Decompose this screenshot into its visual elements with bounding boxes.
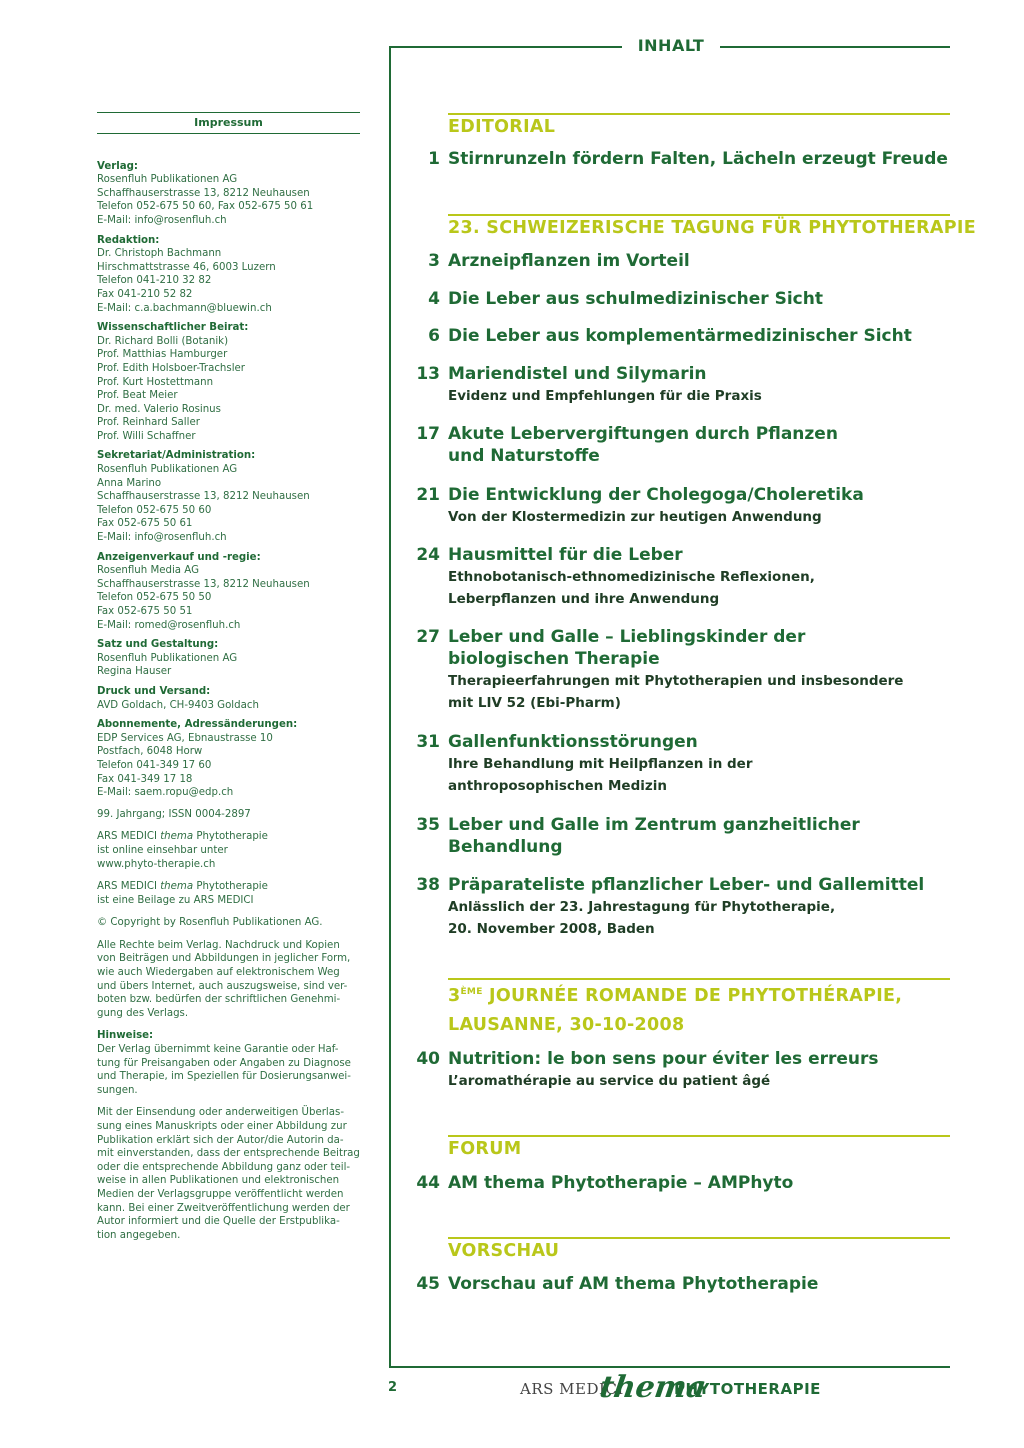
impressum-line: weise in allen Publikationen und elektronischen (97, 1175, 340, 1187)
impressum-beilage (97, 880, 360, 907)
page-number: 2 (388, 1380, 398, 1395)
impressum-line: Fax 041-349 17 18 (97, 773, 193, 785)
impressum-line: E-Mail: romed@rosenfluh.ch (97, 619, 241, 631)
online-post: Phytotherapie (193, 831, 268, 843)
page-title: INHALT (637, 36, 705, 55)
impressum-line: tion angegeben. (97, 1229, 181, 1241)
impressum-line: Alle Rechte beim Verlag. Nachdruck und Kopien (97, 939, 340, 951)
logo-ars-medici: ARS MEDICI (520, 1380, 624, 1398)
beilage-pre: ARS MEDICI (97, 881, 161, 893)
impressum-hinweise (97, 1029, 360, 1097)
toc-entry-subtitle: 20. November 2008, Baden (448, 921, 655, 937)
impressum-line: sungen. (97, 1084, 138, 1096)
toc-entry-subtitle: Leberpflanzen und ihre Anwendung (448, 591, 720, 607)
impressum-line: Prof. Edith Holsboer-Trachsler (97, 362, 245, 374)
section-title-editorial: EDITORIAL (448, 117, 556, 137)
impressum-line: Prof. Reinhard Saller (97, 417, 200, 429)
impressum-beirat (97, 321, 360, 443)
impressum-line: Prof. Kurt Hostettmann (97, 376, 214, 388)
impressum-druck (97, 685, 360, 712)
impressum-line: kann. Bei einer Zweitveröffentlichung werden der (97, 1202, 350, 1214)
section-title-part: 3 (448, 986, 461, 1006)
impressum-line: Dr. med. Valerio Rosinus (97, 403, 221, 415)
toc-entry-subtitle: Evidenz und Empfehlungen für die Praxis (448, 388, 762, 404)
toc-page-number: 3 (428, 251, 440, 271)
toc-entry-subtitle: Ihre Behandlung mit Heilpflanzen in der (448, 756, 753, 772)
toc-entry-subtitle: Anlässlich der 23. Jahrestagung für Phytotherapie, (448, 899, 836, 915)
impressum-line: Dr. Christoph Bachmann (97, 248, 222, 260)
impressum-line: E-Mail: saem.ropu@edp.ch (97, 787, 234, 799)
impressum-line: Rosenfluh Media AG (97, 565, 199, 577)
impressum-line: Rosenfluh Publikationen AG (97, 652, 238, 664)
toc-entry-title: Die Leber aus komplementärmedizinischer Sicht (448, 326, 912, 346)
impressum-line: AVD Goldach, CH-9403 Goldach (97, 699, 259, 711)
toc-entry-title: Nutrition: le bon sens pour éviter les erreurs (448, 1049, 879, 1069)
impressum-line: Rosenfluh Publikationen AG (97, 464, 238, 476)
logo-thema: thema (597, 1370, 709, 1405)
online-italic: thema (160, 831, 194, 843)
impressum-label: Abonnemente, Adressänderungen: (97, 719, 298, 731)
impressum-heading: Impressum (97, 112, 360, 134)
impressum-label: Satz und Gestaltung: (97, 639, 219, 651)
impressum-label: Verlag: (97, 160, 138, 172)
impressum-verlag (97, 160, 360, 228)
impressum-line: Schaffhauserstrasse 13, 8212 Neuhausen (97, 491, 310, 503)
section-title-vorschau: VORSCHAU (448, 1241, 560, 1261)
toc-entry-title: Die Leber aus schulmedizinischer Sicht (448, 289, 823, 309)
toc-page-number: 44 (416, 1173, 440, 1193)
toc-page-number: 40 (416, 1049, 440, 1069)
toc-page-number: 6 (428, 326, 440, 346)
frame-border-top (720, 46, 950, 48)
section-title-sup: ÈME (460, 987, 483, 998)
impressum-einsendung (97, 1106, 360, 1242)
toc-entry-subtitle: Therapieerfahrungen mit Phytotherapien und insbesondere (448, 673, 904, 689)
section-title-tagung: 23. SCHWEIZERISCHE TAGUNG FÜR PHYTOTHERAPIE (448, 218, 976, 238)
impressum-line: tung für Preisangaben oder Angaben zu Diagnose (97, 1057, 351, 1069)
impressum-line: Telefon 052-675 50 60, Fax 052-675 50 61 (97, 201, 314, 213)
beilage-post: Phytotherapie (193, 881, 268, 893)
section-title-journee-line2: LAUSANNE, 30-10-2008 (448, 1015, 685, 1035)
section-divider (448, 1135, 950, 1137)
impressum-line: Fax 052-675 50 61 (97, 518, 193, 530)
impressum (97, 112, 360, 1251)
impressum-line: Telefon 041-210 32 82 (97, 275, 212, 287)
toc-entry-title: Leber und Galle – Lieblingskinder der (448, 627, 806, 647)
impressum-line: boten bzw. bedürfen der schriftlichen Genehmi- (97, 994, 341, 1006)
impressum-line: E-Mail: info@rosenfluh.ch (97, 214, 227, 226)
toc-entry-title: biologischen Therapie (448, 649, 660, 669)
toc-entry-title: Stirnrunzeln fördern Falten, Lächeln erzeugt Freude (448, 149, 948, 169)
toc-entry-title: Gallenfunktionsstörungen (448, 732, 698, 752)
toc-entry-title: AM thema Phytotherapie – AMPhyto (448, 1173, 794, 1193)
section-divider (448, 978, 950, 980)
impressum-copyright: © Copyright by Rosenfluh Publikationen AG. (97, 917, 323, 929)
online-pre: ARS MEDICI (97, 831, 161, 843)
frame-border-bottom (389, 1366, 950, 1368)
impressum-label: Redaktion: (97, 234, 160, 246)
impressum-line: ist online einsehbar unter (97, 844, 228, 856)
impressum-line: wie auch Wiedergaben auf elektronischem Weg (97, 967, 340, 979)
impressum-abonnemente (97, 718, 360, 800)
toc-entry-title: Akute Lebervergiftungen durch Pflanzen (448, 424, 838, 444)
ars-medici-thema-logo (520, 1372, 840, 1412)
impressum-label: Anzeigenverkauf und -regie: (97, 551, 261, 563)
impressum-label: Wissenschaftlicher Beirat: (97, 322, 249, 334)
toc-entry-title: Die Entwicklung der Cholegoga/Choleretika (448, 485, 864, 505)
toc-entry-title: Vorschau auf AM thema Phytotherapie (448, 1274, 819, 1294)
toc-entry-title: und Naturstoffe (448, 446, 600, 466)
section-title-journee (448, 986, 902, 1006)
frame-border-top (389, 46, 622, 48)
impressum-line: EDP Services AG, Ebnaustrasse 10 (97, 732, 273, 744)
toc-entry-subtitle: L’aromathérapie au service du patient âgé (448, 1073, 771, 1089)
impressum-line: und übers Internet, auch auszugsweise, sind ver- (97, 980, 348, 992)
impressum-label: Sekretariat/Administration: (97, 450, 256, 462)
toc-page-number: 45 (416, 1274, 440, 1294)
toc-page-number: 35 (416, 815, 440, 835)
impressum-line: Prof. Beat Meier (97, 390, 178, 402)
toc-page-number: 21 (416, 485, 440, 505)
frame-border-left (389, 46, 391, 1368)
impressum-line: Medien der Verlagsgruppe veröffentlicht werden (97, 1188, 344, 1200)
impressum-line: Mit der Einsendung oder anderweitigen Überlas- (97, 1107, 344, 1119)
toc-page-number: 24 (416, 545, 440, 565)
impressum-sekretariat (97, 449, 360, 544)
impressum-jahrgang: 99. Jahrgang; ISSN 0004-2897 (97, 808, 251, 820)
impressum-line: Fax 041-210 52 82 (97, 288, 193, 300)
impressum-line: Telefon 052-675 50 50 (97, 592, 212, 604)
impressum-line: ist eine Beilage zu ARS MEDICI (97, 894, 254, 906)
toc-entry-subtitle: Ethnobotanisch-ethnomedizinische Reflexionen, (448, 569, 815, 585)
beilage-italic: thema (160, 881, 194, 893)
impressum-line: Schaffhauserstrasse 13, 8212 Neuhausen (97, 578, 310, 590)
impressum-redaktion (97, 234, 360, 316)
impressum-rechte (97, 939, 360, 1021)
impressum-anzeigen (97, 551, 360, 633)
impressum-label: Hinweise: (97, 1030, 154, 1042)
toc-page-number: 4 (428, 289, 440, 309)
toc-page-number: 13 (416, 364, 440, 384)
impressum-line: Prof. Willi Schaffner (97, 430, 196, 442)
impressum-line: E-Mail: info@rosenfluh.ch (97, 532, 227, 544)
toc-page-number: 38 (416, 875, 440, 895)
impressum-line: Hirschmattstrasse 46, 6003 Luzern (97, 261, 276, 273)
impressum-line: Prof. Matthias Hamburger (97, 349, 228, 361)
impressum-line: Der Verlag übernimmt keine Garantie oder Haf- (97, 1044, 339, 1056)
toc-entry-title: Behandlung (448, 837, 563, 857)
impressum-line: Autor informiert und die Quelle der Erstpublika- (97, 1216, 340, 1228)
impressum-line: Postfach, 6048 Horw (97, 746, 203, 758)
toc-page-number: 1 (428, 149, 440, 169)
impressum-line: Rosenfluh Publikationen AG (97, 174, 238, 186)
impressum-line: oder die entsprechende Abbildung ganz oder teil- (97, 1161, 351, 1173)
impressum-line: Regina Hauser (97, 666, 172, 678)
section-title-forum: FORUM (448, 1139, 522, 1159)
section-divider (448, 113, 950, 115)
impressum-line: Telefon 052-675 50 60 (97, 504, 212, 516)
impressum-label: Druck und Versand: (97, 685, 211, 697)
logo-phytotherapie: PHYTOTHERAPIE (674, 1380, 821, 1398)
toc-entry-title: Hausmittel für die Leber (448, 545, 683, 565)
toc-page-number: 17 (416, 424, 440, 444)
impressum-line: mit einverstanden, dass der entsprechende Beitrag (97, 1148, 360, 1160)
impressum-line: Publikation erklärt sich der Autor/die Autorin da- (97, 1134, 344, 1146)
toc-entry-subtitle: mit LIV 52 (Ebi-Pharm) (448, 695, 621, 711)
toc-page-number: 31 (416, 732, 440, 752)
toc-page-number: 27 (416, 627, 440, 647)
impressum-line: gung des Verlags. (97, 1007, 189, 1019)
toc-entry-title: Mariendistel und Silymarin (448, 364, 707, 384)
impressum-line: Fax 052-675 50 51 (97, 606, 193, 617)
impressum-online (97, 830, 360, 871)
impressum-line: von Beiträgen und Abbildungen in jeglicher Form, (97, 953, 351, 965)
toc-entry-title: Arzneipflanzen im Vorteil (448, 251, 690, 271)
impressum-line: Dr. Richard Bolli (Botanik) (97, 335, 229, 347)
toc-entry-title: Präparateliste pflanzlicher Leber- und Gallemittel (448, 875, 925, 895)
impressum-line: Anna Marino (97, 477, 162, 489)
toc-entry-subtitle: anthroposophischen Medizin (448, 778, 667, 794)
impressum-line: Schaffhauserstrasse 13, 8212 Neuhausen (97, 187, 310, 199)
impressum-line: Telefon 041-349 17 60 (97, 759, 212, 771)
impressum-line: E-Mail: c.a.bachmann@bluewin.ch (97, 302, 272, 314)
section-title-part: JOURNÉE ROMANDE DE PHYTOTHÉRAPIE, (482, 986, 903, 1006)
toc-entry-subtitle: Von der Klostermedizin zur heutigen Anwendung (448, 509, 822, 525)
impressum-line: sung eines Manuskripts oder einer Abbildung zur (97, 1121, 347, 1132)
section-divider (448, 1237, 950, 1239)
toc-entry-title: Leber und Galle im Zentrum ganzheitlicher (448, 815, 860, 835)
impressum-line: und Therapie, im Speziellen für Dosierungsanwei- (97, 1071, 351, 1083)
section-divider (448, 214, 950, 216)
impressum-satz (97, 638, 360, 679)
impressum-website-link[interactable]: www.phyto-therapie.ch (97, 858, 216, 870)
